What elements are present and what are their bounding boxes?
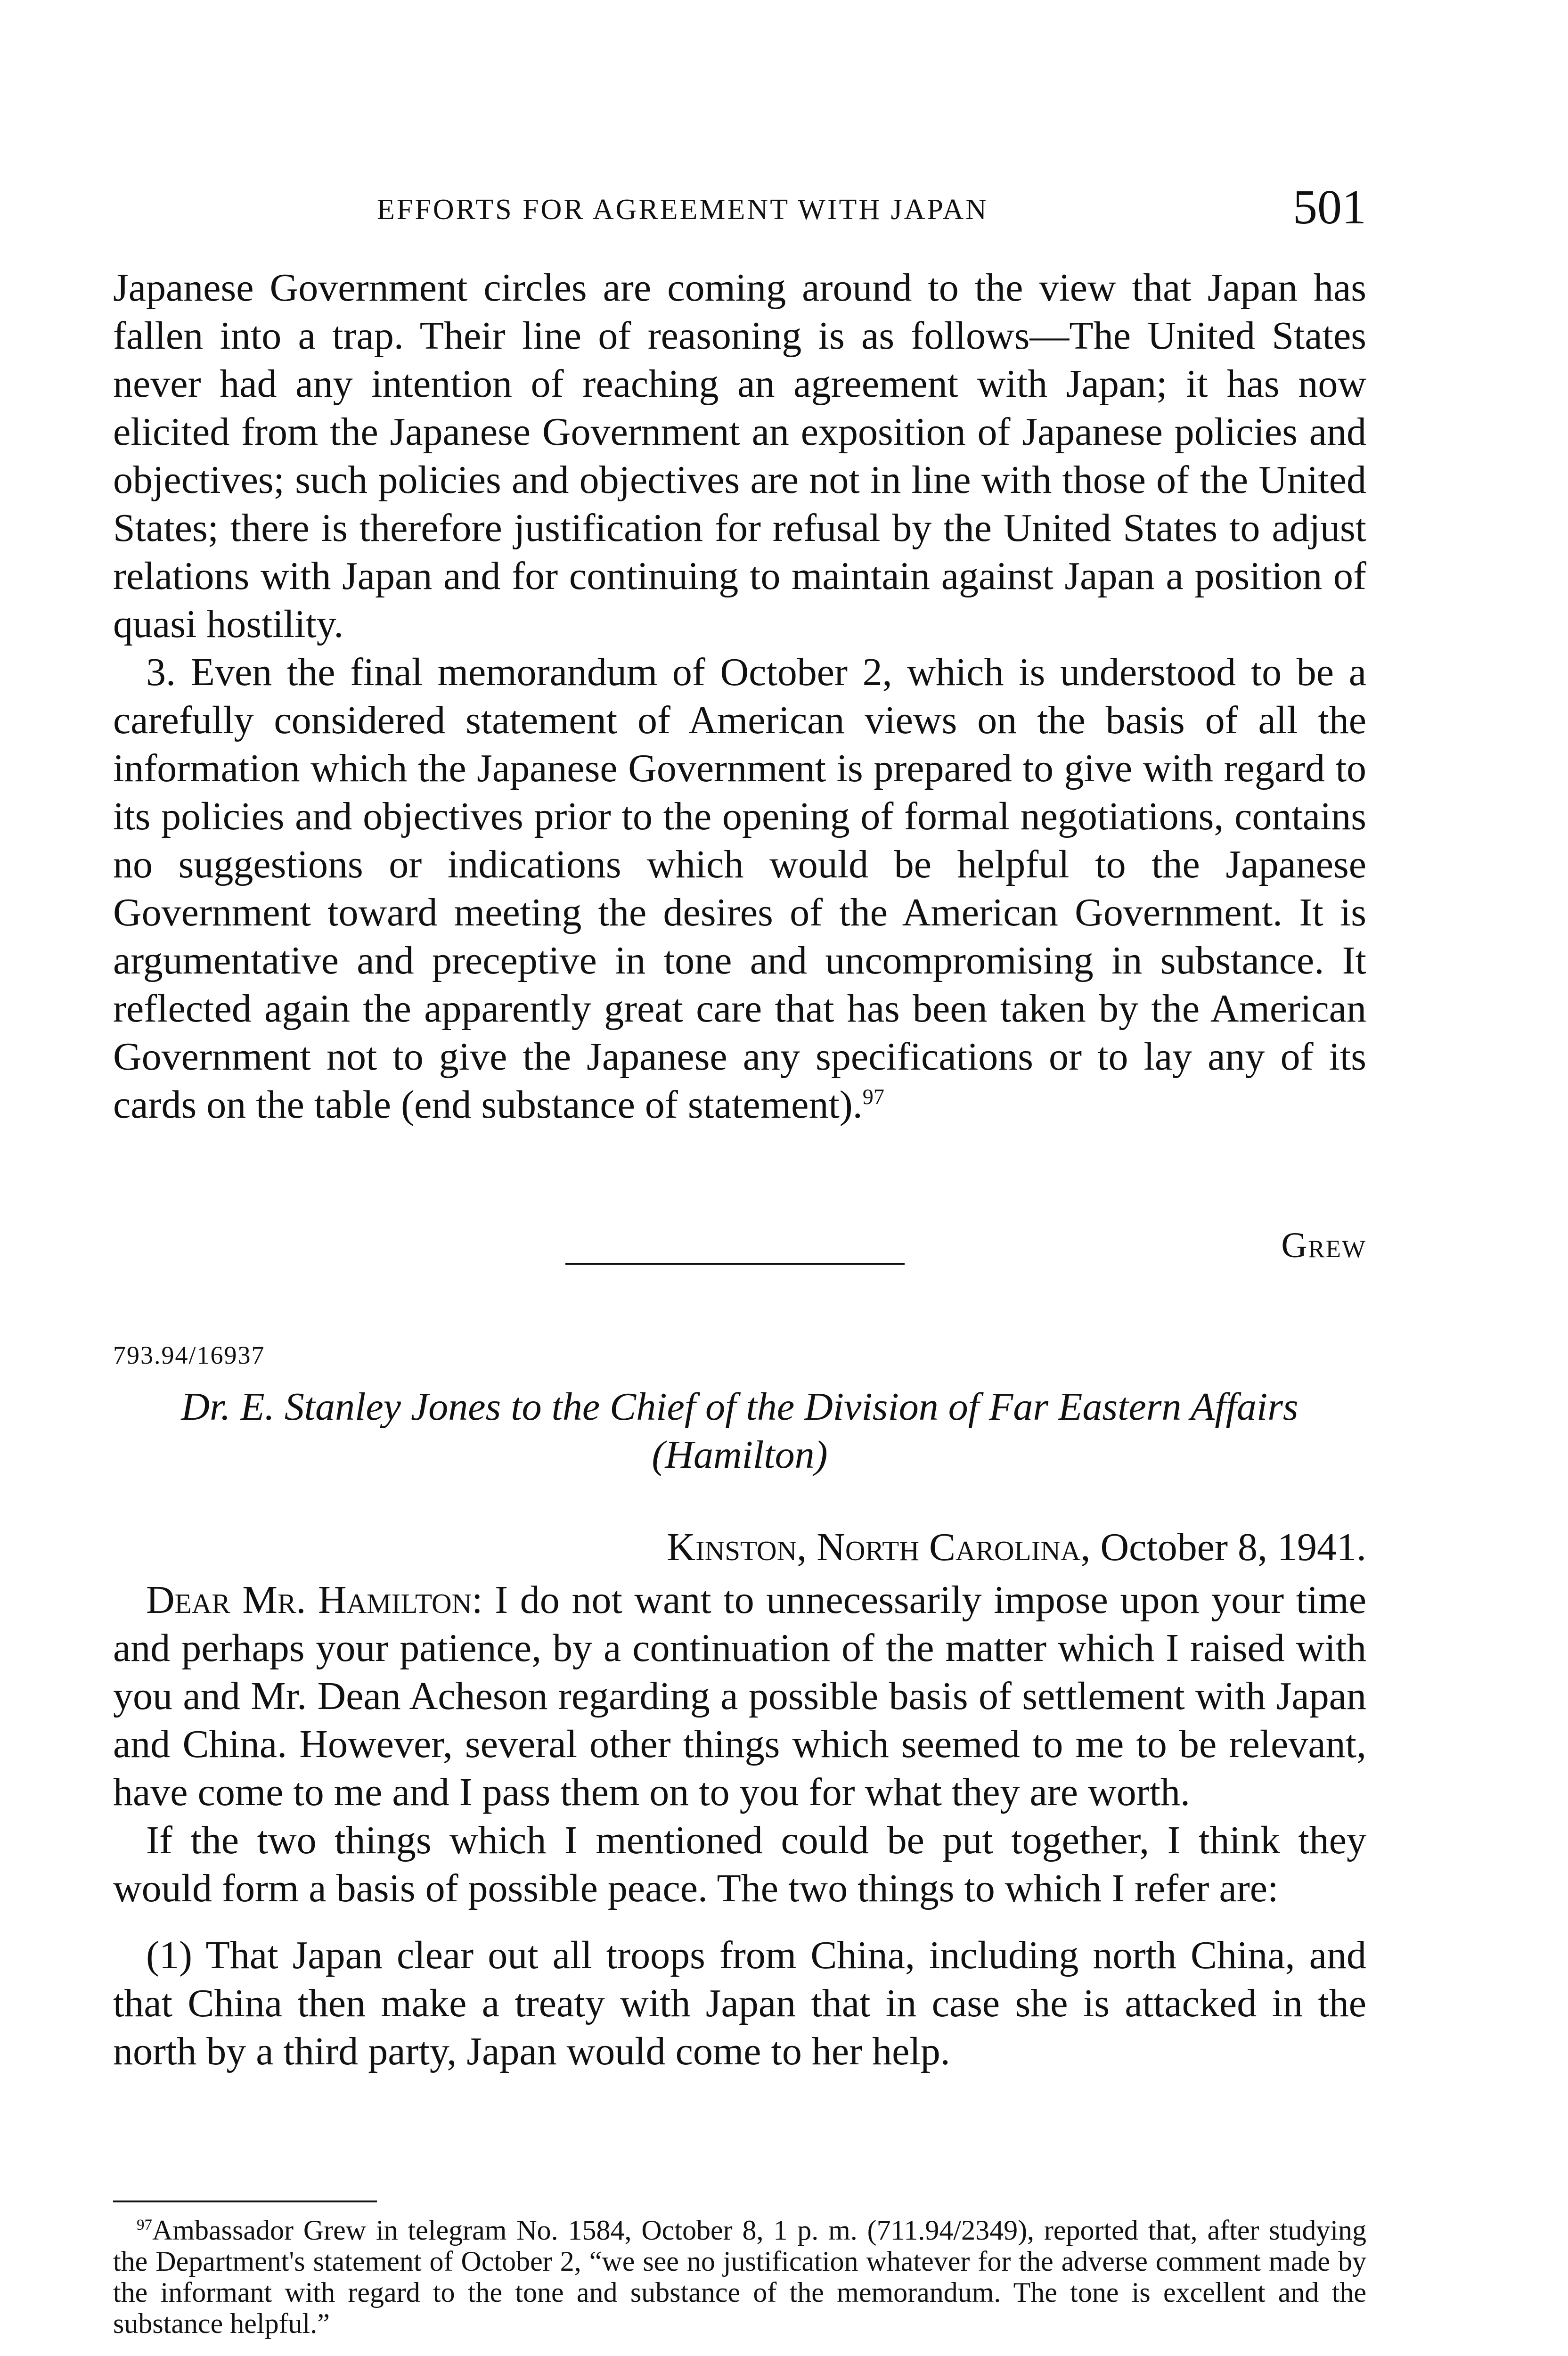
- letter-paragraph-1-text: I do not want to unnecessarily impose upon your time and perhaps your patience, by a continuation of the matter which I raised with you and Mr. Dean Acheson regarding a possible basis of settlement with Japan and China. However, several other things which seemed to me to be relevant, have come to me and I pass them on to you for what they are worth.: [113, 1578, 1367, 1814]
- footnote-divider: [113, 2201, 377, 2202]
- salutation: Dear Mr. Hamilton:: [146, 1578, 483, 1622]
- dateline-place: Kinston, North Carolina,: [667, 1525, 1091, 1569]
- document-title: Dr. E. Stanley Jones to the Chief of the Division of Far Eastern Affairs (Hamilton): [181, 1385, 1298, 1477]
- page-number: 501: [1293, 180, 1366, 234]
- top-section: [113, 264, 1366, 1129]
- letter-body: [113, 1576, 1366, 2076]
- dateline-date: October 8, 1941.: [1100, 1525, 1366, 1569]
- dateline: [667, 1524, 1366, 1570]
- section-divider: [565, 1263, 905, 1265]
- signature: Grew: [1281, 1226, 1366, 1265]
- footnote-text: Ambassador Grew in telegram No. 1584, October 8, 1 p. m. (711.94/2349), reported that, after studying the Department's statement of October 2, “we see no justification whatever for the adverse comment made by the informant with regard to the tone and substance of the memorandum. The tone is excellent and the substance helpful.”: [113, 2215, 1366, 2339]
- footnote: [113, 2215, 1366, 2339]
- file-number: 793.94/16937: [113, 1341, 265, 1369]
- page-header: [113, 179, 1366, 245]
- paragraph-2-text: 3. Even the final memorandum of October 2, which is understood to be a carefully considered statement of American views on the basis of all the information which the Japanese Government is prepared to give with regard to its policies and objectives prior to the opening of formal negotiations, contains no suggestions or indications which would be helpful to the Japanese Government toward meeting the desires of the American Government. It is argumentative and preceptive in tone and uncompromising in substance. It reflected again the apparently great care that has been taken by the American Government not to give the Japanese any specifications or to lay any of its cards on the table (end substance of statement).: [113, 650, 1366, 1127]
- letter-paragraph-3: (1) That Japan clear out all troops from China, including north China, and that China then make a treaty with Japan that in case she is attacked in the north by a third party, Japan would come to her help.: [113, 1933, 1366, 2073]
- letter-paragraph-1: [113, 1576, 1366, 1816]
- footnote-marker: 97: [137, 2217, 152, 2233]
- paragraph-1: Japanese Government circles are coming around to the view that Japan has fallen into a trap. Their line of reasoning is as follows—The United States never had any intention of reaching an agreement with Japan; it has now elicited from the Japanese Government an exposition of Japanese policies and objectives; such policies and objectives are not in line with those of the United States; there is therefore justification for refusal by the United States to adjust relations with Japan and for continuing to maintain against Japan a position of quasi hostility.: [113, 266, 1366, 646]
- running-title: EFFORTS FOR AGREEMENT WITH JAPAN: [377, 194, 988, 226]
- footnote-reference: 97: [862, 1085, 884, 1109]
- paragraph-2: [113, 648, 1366, 1129]
- letter-paragraph-2: If the two things which I mentioned could be put together, I think they would form a basis of possible peace. The two things to which I refer are:: [113, 1818, 1366, 1910]
